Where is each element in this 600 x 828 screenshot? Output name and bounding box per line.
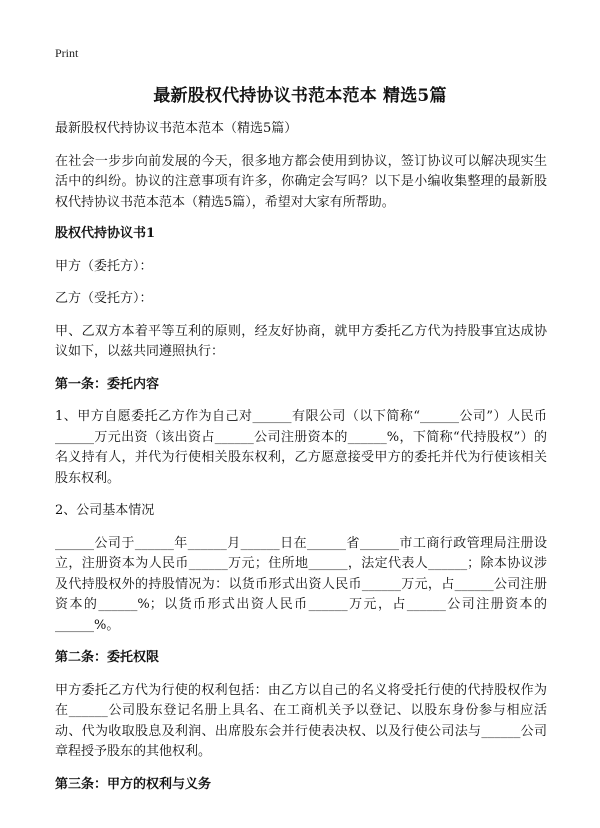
- article-2-paragraph-1: 甲方委托乙方代为行使的权利包括：由乙方以自己的名义将受托行使的代持股权作为在______公司股东登记名册上具名、在工商机关予以登记、以股东身份参与相应活动、代为收取股息及利润、出席股东会并行使表决权、以及行使公司法与______公司章程授予股东的其他权利。: [55, 682, 547, 759]
- party-b-line: 乙方（受托方）：: [55, 291, 153, 306]
- article-1-paragraph-2: 2、公司基本情况: [55, 503, 155, 518]
- article-2-heading: 第二条：委托权限: [55, 650, 160, 665]
- article-1-paragraph-3: ______公司于______年______月______日在______省______市工商行政管理局注册设立，注册资本为人民币______万元；住所地______，法定代表人______；除本协议涉及代持股权外的持股情况为：以货币形式出资人民币______万元，占______公司注册资本的______%；以货币形式出资人民币______万元，占______公司注册资本的______%。: [55, 535, 547, 633]
- party-a-line: 甲方（委托方）：: [55, 258, 153, 274]
- article-3-heading: 第三条：甲方的权利与义务: [55, 776, 212, 792]
- document-subtitle: 最新股权代持协议书范本范本（精选5篇）: [55, 121, 298, 136]
- article-1-paragraph-1: 1、甲方自愿委托乙方作为自己对______有限公司（以下简称“______公司”）人民币______万元出资（该出资占______公司注册资本的______%，下简称“代持股权”）的名义持有人，并代为行使相关股东权利，乙方愿意接受甲方的委托并代为行使该相关股东权利。: [55, 409, 547, 486]
- intro-paragraph: 在社会一步步向前发展的今天，很多地方都会使用到协议，签订协议可以解决现实生活中的纠纷。协议的注意事项有许多，你确定会写吗？以下是小编收集整理的最新股权代持协议书范本范本（精选5篇），希望对大家有所帮助。: [55, 153, 547, 210]
- preamble-paragraph: 甲、乙双方本着平等互利的原则，经友好协商，就甲方委托乙方代为持股事宜达成协议如下，以兹共同遵照执行：: [55, 323, 547, 359]
- agreement-title: 股权代持协议书1: [55, 226, 156, 241]
- print-link[interactable]: Print: [55, 46, 79, 60]
- article-1-heading: 第一条：委托内容: [55, 376, 160, 392]
- document-body: [55, 119, 547, 807]
- document-title: 最新股权代持协议书范本范本 精选5篇: [153, 86, 447, 106]
